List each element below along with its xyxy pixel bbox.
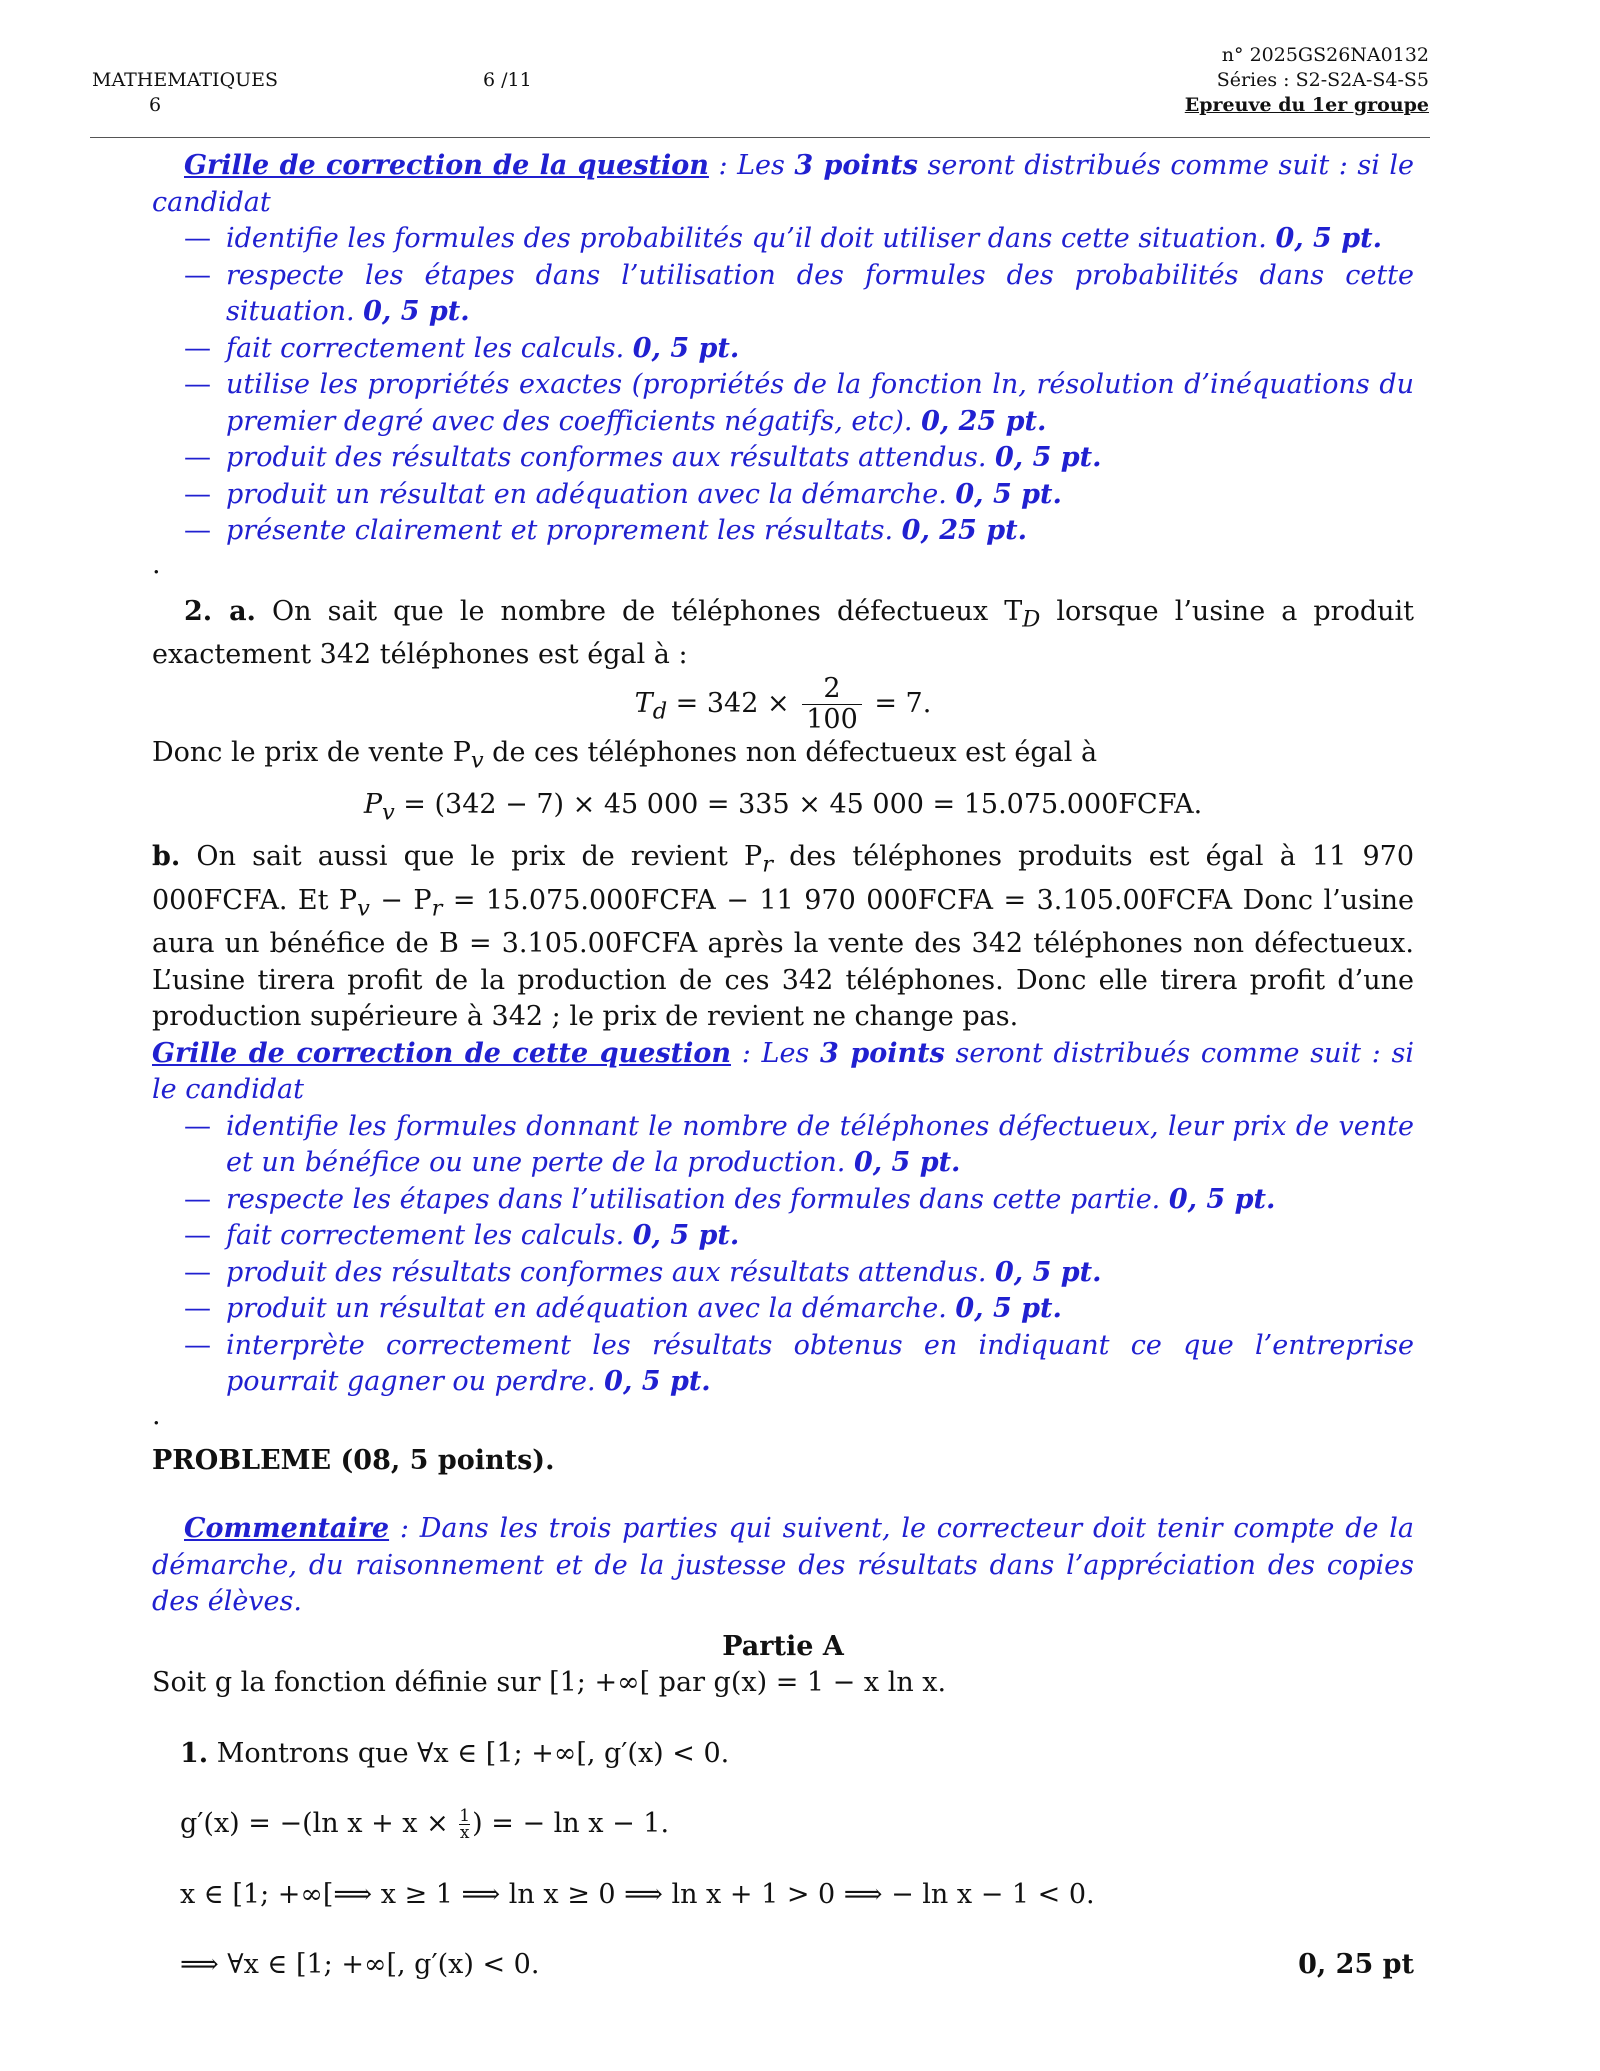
separator-dot: . [152,548,161,580]
list-item-text: identifie les formules des probabilités qu’il doit utiliser dans cette situation. [226,223,1276,254]
grille2-title: Grille de correction de cette question [152,1037,731,1069]
q2a-equation2 [152,787,1414,831]
q2a-text3-sub: v [470,747,484,774]
header-series: Séries : S2-S2A-S4-S5 [1216,69,1429,91]
list-item-text: produit des résultats conformes aux résultats attendus. [226,1256,995,1288]
list-item-text: identifie les formules donnant le nombre de téléphones défectueux, leur prix de vente et un bénéfice ou une perte de la production. [226,1110,1414,1179]
list-item-points: 0, 5 pt. [995,442,1102,473]
step3-text: ⟹ ∀x ∈ [1; +∞[, g′(x) < 0. [180,1949,540,1981]
header-left [92,68,278,118]
eq1-numerator: 2 [802,674,862,705]
list-item [226,258,1414,331]
list-item-points: 0, 5 pt. [955,478,1062,510]
list-item [226,331,1414,368]
q2b-text2: des téléphones produits est égal à 11 970 000FCFA. Et P [152,840,1415,916]
grille2-points: 3 points [820,1037,945,1069]
eq2-sub: v [382,799,395,826]
q2b-sub-r2: r [431,894,443,921]
q2b-text3: − P [369,884,432,916]
list-item-points: 0, 5 pt. [604,1366,711,1398]
q2a-text1: On sait que le nombre de téléphones défectueux T [255,595,1023,627]
q2a-text4: de ces téléphones non défectueux est égal à [483,736,1098,768]
q1-label: 1. [180,1737,209,1769]
q2a-equation1 [152,674,1414,735]
list-item-text: produit un résultat en adéquation avec la démarche. [226,1293,956,1325]
eq1-mid: = 342 × [667,687,799,719]
list-item-text: produit un résultat en adéquation avec la démarche. [226,478,956,510]
list-item-points: 0, 5 pt. [995,1256,1102,1288]
q2a-text3 [152,735,1414,779]
probleme-comment [152,1511,1414,1621]
list-item [226,1182,1414,1219]
list-item [226,477,1414,514]
q1-text: Montrons que ∀x ∈ [1; +∞[, g′(x) < 0. [208,1737,730,1769]
step3-points: 0, 25 pt [1298,1949,1414,1981]
header-code: n° 2025GS26NA0132 [1221,44,1429,66]
q2b-sub-r: r [762,851,773,878]
grille1-points: 3 points [794,150,918,181]
eq1-left: T [634,687,653,719]
eq1-right: = 7. [865,687,932,719]
question-1 [152,1736,1414,1773]
step-derivative [152,1806,1414,1843]
list-item-text: interprète correctement les résultats obtenus en indiquant ce que l’entreprise pourrait gagner ou perdre. [226,1329,1414,1398]
q2b-text4: = 15.075.000FCFA − 11 970 000FCFA = 3.105.00FCFA Donc l’usine aura un bénéfice de B = 3.105.00FCFA après la vente des 342 téléphones non défectueux. L’usine tirera profit de la production de ces 342 téléphones. Donc elle tirera profit d’une production supérieure à 342 ; le prix de revient ne change pas. [152,884,1414,1033]
step1-denominator: x [459,1823,470,1844]
q2a-sub: D [1022,605,1041,632]
q2a-text [152,594,1414,674]
header-subject: MATHEMATIQUES [92,69,279,91]
comment-text: : Dans les trois parties qui suivent, le correcteur doit tenir compte de la démarche, du raisonnement et de la justesse des résultats dans l’appréciation des copies des élèves. [152,1513,1414,1618]
list-item-points: 0, 5 pt. [632,1220,740,1252]
eq1-fraction [802,674,862,735]
eq1-sub: d [652,698,668,725]
list-item [226,1109,1414,1182]
list-item-text: respecte les étapes dans l’utilisation des formules des probabilités dans cette situation. [226,259,1414,327]
list-item-points: 0, 25 pt. [901,515,1027,546]
q2a-label: 2. a. [184,595,256,627]
list-item [226,513,1414,550]
separator-dot: . [152,1399,161,1431]
q2b-text1: On sait aussi que le prix de revient P [180,840,763,872]
step1-fraction [459,1806,471,1844]
eq1-denominator: 100 [806,703,858,735]
grille1-intro-text: : Les [708,150,795,181]
list-item-text: fait correctement les calculs. [226,1220,633,1252]
list-item-points: 0, 5 pt. [1275,223,1382,254]
partie-definition: Soit g la fonction définie sur [1; +∞[ par g(x) = 1 − x ln x. [152,1667,947,1699]
list-item-text: produit des résultats conformes aux résultats attendus. [226,442,995,473]
list-item [226,1218,1414,1255]
list-item-points: 0, 5 pt. [853,1147,961,1179]
grille1-title: Grille de correction de la question [184,150,709,181]
grille1-intro-text2: seront distribués comme suit : si le candidat [152,150,1415,218]
grille2-intro-text2: seront distribués comme suit : si le candidat [152,1037,1414,1106]
q2a-text2: lorsque l’usine a produit exactement 342 téléphones est égal à : [152,595,1414,671]
grille1-list [152,221,1414,550]
list-item-text: respecte les étapes dans l’utilisation des formules dans cette partie. [226,1183,1169,1215]
q2b-text [152,839,1414,1036]
eq2-left: P [363,788,382,820]
list-item [226,1255,1414,1292]
list-item-text: utilise les propriétés exactes (propriétés de la fonction ln, résolution d’inéquations du premier degré avec des coefficients négatifs, etc). [226,369,1414,437]
probleme-title: PROBLEME (08, 5 points). [152,1444,555,1476]
grille2-list [152,1109,1414,1401]
list-item-text: présente clairement et proprement les résultats. [226,515,902,546]
step1-b: ) = − ln x − 1. [472,1808,670,1840]
header-rule [90,137,1430,138]
list-item-points: 0, 5 pt. [955,1293,1062,1325]
header-right [1185,43,1429,118]
list-item [226,1328,1414,1401]
document-body [152,148,1414,1984]
list-item-points: 0, 5 pt. [1168,1183,1276,1215]
header-epreuve: Epreuve du 1er groupe [1184,94,1429,116]
list-item [226,440,1414,477]
grille2-intro [152,1036,1414,1109]
step-conclusion [152,1947,1414,1984]
list-item-points: 0, 5 pt. [363,296,470,327]
comment-label: Commentaire [184,1513,390,1545]
partie-title: Partie A [722,1630,844,1662]
step1-numerator: 1 [459,1806,471,1827]
q2b-sub-v: v [357,894,370,921]
header-subject-number: 6 [149,94,162,116]
list-item-points: 0, 5 pt. [632,332,740,364]
q2b-label: b. [152,840,181,872]
step-inequality: x ∈ [1; +∞[⟹ x ≥ 1 ⟹ ln x ≥ 0 ⟹ ln x + 1 > 0 ⟹ − ln x − 1 < 0. [180,1878,1095,1910]
list-item [226,1291,1414,1328]
header-page-number: 6 /11 [483,69,532,91]
list-item [226,367,1414,440]
q2a-text3a: Donc le prix de vente P [152,736,471,768]
step1-a: g′(x) = −(ln x + x × [180,1808,458,1840]
grille1-intro [152,148,1414,221]
grille2-intro-text: : Les [730,1037,821,1069]
eq2-rest: = (342 − 7) × 45 000 = 335 × 45 000 = 15.075.000FCFA. [394,788,1203,820]
list-item-points: 0, 25 pt. [921,405,1047,437]
list-item-text: fait correctement les calculs. [226,332,633,364]
list-item [226,221,1414,258]
